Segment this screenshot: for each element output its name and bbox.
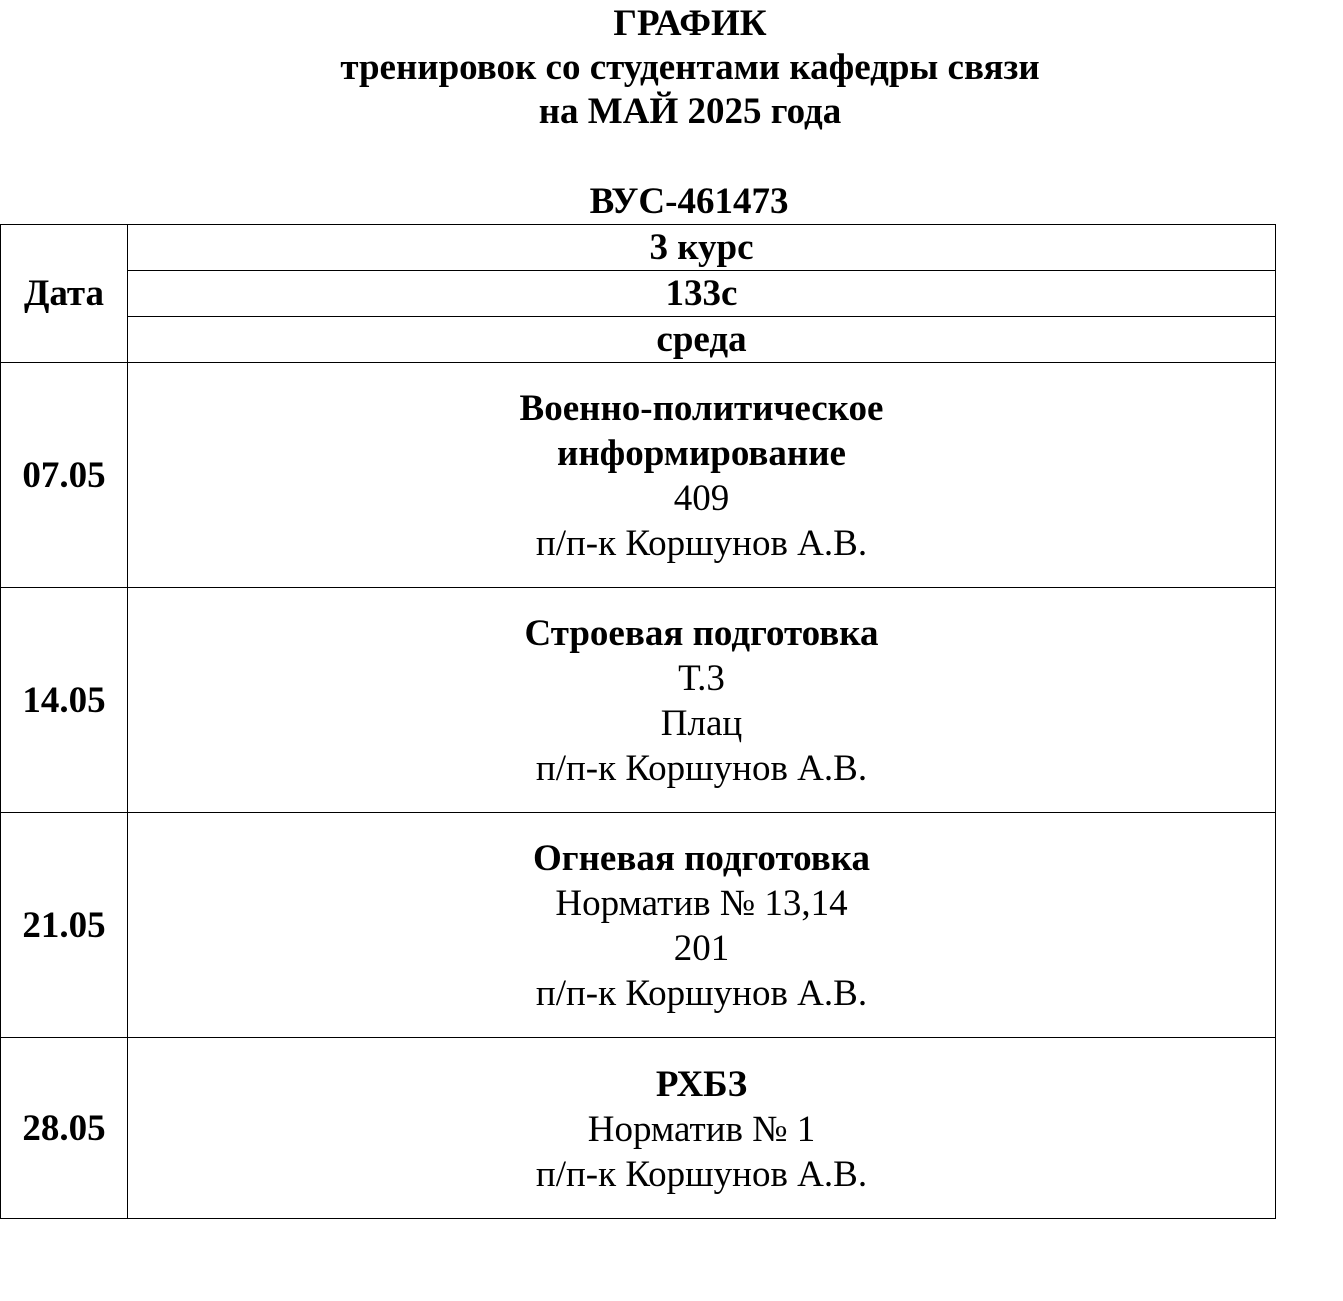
date-column-header: Дата xyxy=(1,225,128,363)
document-header xyxy=(0,2,1343,134)
room-number: 409 xyxy=(673,478,730,519)
table-row xyxy=(1,588,1276,813)
document-period: на МАЙ 2025 года xyxy=(538,91,842,132)
training-title: информирование xyxy=(557,433,846,474)
instructor-name: п/п-к Коршунов А.В. xyxy=(535,973,868,1014)
row-content xyxy=(128,1038,1276,1219)
row-content xyxy=(128,363,1276,588)
standard-number: Норматив № 13,14 xyxy=(555,883,848,924)
table-row xyxy=(1,1038,1276,1219)
instructor-name: п/п-к Коршунов А.В. xyxy=(535,523,868,564)
weekday-header: среда xyxy=(128,317,1276,363)
header-row-group xyxy=(1,271,1276,317)
instructor-name: п/п-к Коршунов А.В. xyxy=(535,1153,868,1195)
group-header: 133с xyxy=(128,271,1276,317)
header-row-course xyxy=(1,225,1276,271)
vus-code: ВУС-461473 xyxy=(589,181,789,222)
topic-code: Т.3 xyxy=(678,658,725,699)
course-header: 3 курс xyxy=(128,225,1276,271)
training-title: Военно-политическое xyxy=(519,388,884,429)
table-row xyxy=(1,813,1276,1038)
row-date: 28.05 xyxy=(1,1038,128,1219)
schedule-table xyxy=(0,224,1276,1219)
row-date: 07.05 xyxy=(1,363,128,588)
training-title: Строевая подготовка xyxy=(524,613,879,654)
row-content xyxy=(128,813,1276,1038)
document-subtitle: тренировок со студентами кафедры связи xyxy=(340,47,1040,88)
standard-number: Норматив № 1 xyxy=(587,1108,816,1150)
room-number: 201 xyxy=(673,928,730,969)
row-date: 14.05 xyxy=(1,588,128,813)
document-title: ГРАФИК xyxy=(613,3,767,44)
row-date: 21.05 xyxy=(1,813,128,1038)
training-title: Огневая подготовка xyxy=(533,838,870,879)
table-row xyxy=(1,363,1276,588)
header-row-weekday xyxy=(1,317,1276,363)
training-title: РХБЗ xyxy=(655,1063,748,1105)
instructor-name: п/п-к Коршунов А.В. xyxy=(535,748,868,789)
row-content xyxy=(128,588,1276,813)
location: Плац xyxy=(660,703,743,744)
